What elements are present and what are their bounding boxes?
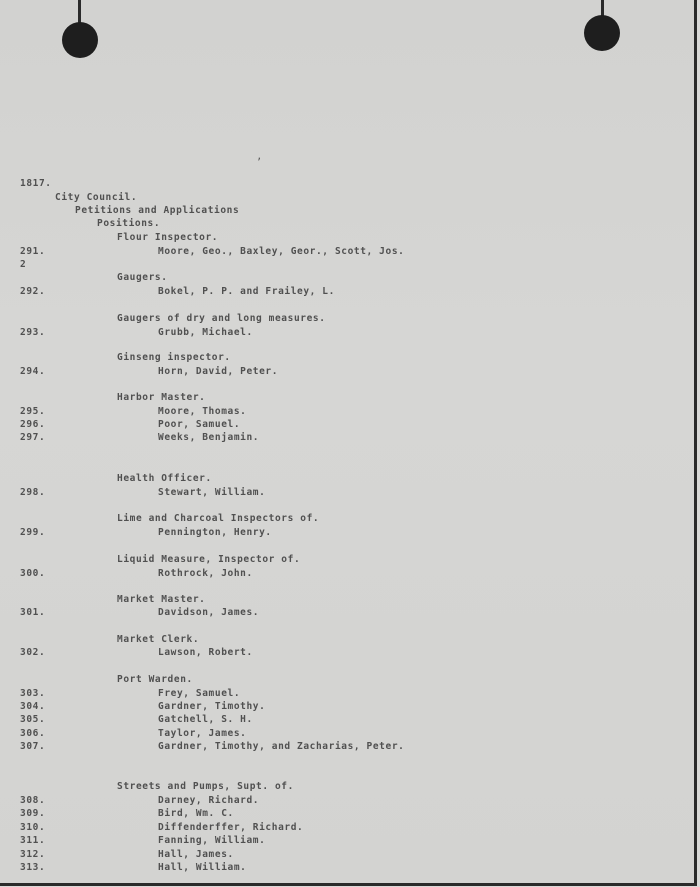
entry-name: Taylor, James. bbox=[158, 728, 247, 739]
entry-name: Horn, David, Peter. bbox=[158, 366, 279, 377]
punch-hole-left bbox=[62, 22, 98, 58]
entry-number: 296. bbox=[20, 419, 46, 430]
entry-name: Moore, Geo., Baxley, Geor., Scott, Jos. bbox=[158, 246, 405, 257]
entry-number: 309. bbox=[20, 808, 46, 819]
entry-name: Hall, William. bbox=[158, 862, 247, 873]
entry-name: Weeks, Benjamin. bbox=[158, 432, 260, 443]
entry-number: 307. bbox=[20, 741, 46, 752]
entry-number: 293. bbox=[20, 327, 46, 338]
entry-name: Moore, Thomas. bbox=[158, 406, 247, 417]
category-title: Health Officer. bbox=[117, 473, 212, 484]
entry-number: 303. bbox=[20, 688, 46, 699]
entry-name: Lawson, Robert. bbox=[158, 647, 253, 658]
category-title: Market Clerk. bbox=[117, 634, 200, 645]
category-title: Flour Inspector. bbox=[117, 232, 219, 243]
category-title: Streets and Pumps, Supt. of. bbox=[117, 781, 294, 792]
category-title: Port Warden. bbox=[117, 674, 193, 685]
entry-number: 304. bbox=[20, 701, 46, 712]
entry-name: Rothrock, John. bbox=[158, 568, 253, 579]
entry-name: Gardner, Timothy, and Zacharias, Peter. bbox=[158, 741, 405, 752]
category-title: Liquid Measure, Inspector of. bbox=[117, 554, 301, 565]
category-title: Lime and Charcoal Inspectors of. bbox=[117, 513, 320, 524]
entry-number: 300. bbox=[20, 568, 46, 579]
binder-post bbox=[78, 0, 81, 24]
entry-number: 292. bbox=[20, 286, 46, 297]
entry-name: Fanning, William. bbox=[158, 835, 266, 846]
entry-number: 306. bbox=[20, 728, 46, 739]
entry-name: Davidson, James. bbox=[158, 607, 260, 618]
entry-name: Gardner, Timothy. bbox=[158, 701, 266, 712]
entry-name: Gatchell, S. H. bbox=[158, 714, 253, 725]
entry-name: Darney, Richard. bbox=[158, 795, 260, 806]
entry-name: Bokel, P. P. and Frailey, L. bbox=[158, 286, 335, 297]
entry-name: Pennington, Henry. bbox=[158, 527, 272, 538]
entry-number: 308. bbox=[20, 795, 46, 806]
entry-name: Diffenderffer, Richard. bbox=[158, 822, 304, 833]
section-title: Petitions and Applications bbox=[75, 205, 240, 216]
entry-number: 294. bbox=[20, 366, 46, 377]
entry-number: 299. bbox=[20, 527, 46, 538]
entry-number: 302. bbox=[20, 647, 46, 658]
punch-hole-right bbox=[584, 15, 620, 51]
entry-name: Frey, Samuel. bbox=[158, 688, 241, 699]
entry-name: Grubb, Michael. bbox=[158, 327, 253, 338]
entry-number: 301. bbox=[20, 607, 46, 618]
entry-name: Stewart, William. bbox=[158, 487, 266, 498]
entry-number: 291. bbox=[20, 246, 46, 257]
category-title: Ginseng inspector. bbox=[117, 352, 231, 363]
subsection-title: Positions. bbox=[97, 218, 161, 229]
entry-number: 305. bbox=[20, 714, 46, 725]
category-title: Gaugers. bbox=[117, 272, 168, 283]
category-title: Harbor Master. bbox=[117, 392, 206, 403]
category-title: Gaugers of dry and long measures. bbox=[117, 313, 326, 324]
stray-mark: ʼ bbox=[256, 157, 263, 168]
entry-name: Bird, Wm. C. bbox=[158, 808, 234, 819]
entry-number: 311. bbox=[20, 835, 46, 846]
entry-number: 312. bbox=[20, 849, 46, 860]
entry-number: 295. bbox=[20, 406, 46, 417]
entry-number: 2 bbox=[20, 259, 27, 270]
year-label: 1817. bbox=[20, 178, 52, 189]
entry-name: Poor, Samuel. bbox=[158, 419, 241, 430]
entry-number: 313. bbox=[20, 862, 46, 873]
entry-number: 298. bbox=[20, 487, 46, 498]
entry-number: 297. bbox=[20, 432, 46, 443]
entry-name: Hall, James. bbox=[158, 849, 234, 860]
entry-number: 310. bbox=[20, 822, 46, 833]
body-title: City Council. bbox=[55, 192, 138, 203]
category-title: Market Master. bbox=[117, 594, 206, 605]
